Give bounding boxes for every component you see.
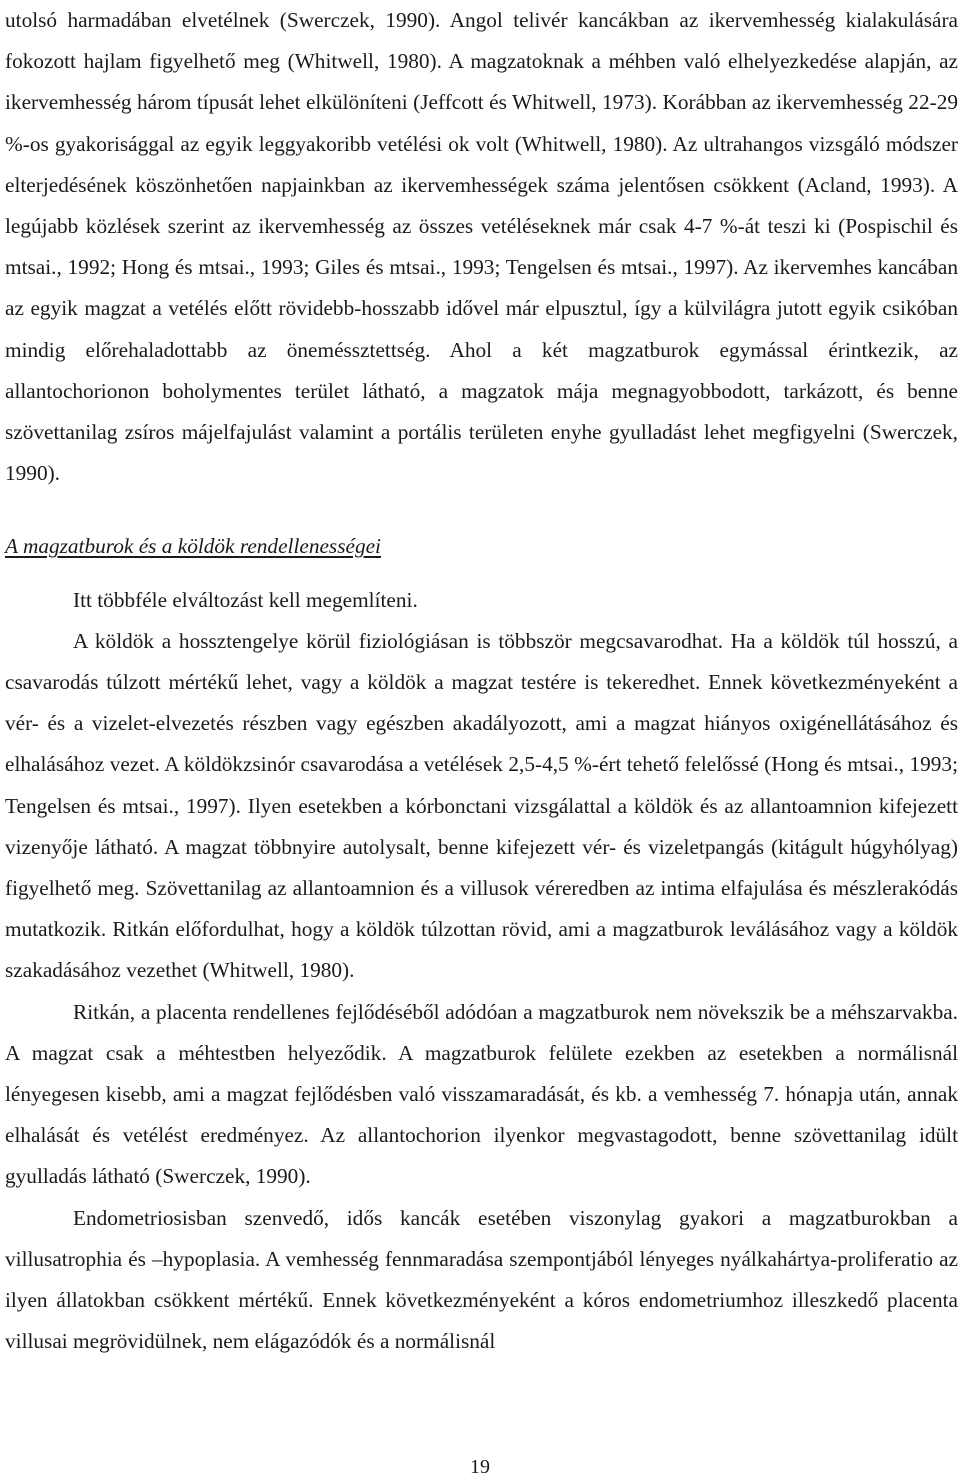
spacer bbox=[5, 568, 958, 580]
paragraph-endometriosis: Endometriosisban szenvedő, idős kancák esetében viszonylag gyakori a magzatburokban a villusatrophia és –hypoplasia. A vemhesség fennmaradása szempontjából lényeges nyálkahártya-proliferatio az ilyen állatokban csökkent mértékű. Ennek következményeként a kóros endometriumhoz illeszkedő placenta villusai megrövidülnek, nem elágazódók és a normálisnál bbox=[5, 1205, 958, 1354]
paragraph-umbilical-cord: A köldök a hossztengelye körül fiziológiásan is többször megcsavarodhat. Ha a köldök túl hosszú, a csavarodás túlzott mértékű lehet, vagy a köldök a magzat testére is tekeredhet. Ennek következményeként a vér- és a vizelet-elvezetés részben vagy egészben akadályozott, ami a magzat hiányos oxigénellátásához és elhalásához vezet. A köldökzsinór csavarodása a vetélések 2,5-4,5 %-ért tehető felelőssé (Hong és mtsai., 1993; Tengelsen és mtsai., 1997). Ilyen esetekben a kórbonctani vizsgálattal a köldök és az allantoamnion kifejezett vizenyője látható. A magzat többnyire autolysalt, benne kifejezett vér- és vizeletpangás (kitágult húgyhólyag) figyelhető meg. Szövettanilag az allantoamnion és a villusok véreredben az intima elfajulása és mészlerakódás mutatkozik. Ritkán előfordulhat, hogy a köldök túlzottan rövid, ami a magzatburok leválásához vagy a köldök szakadásához vezethet (Whitwell, 1980). bbox=[5, 628, 958, 983]
page-number: 19 bbox=[470, 1456, 490, 1478]
paragraph-intro: Itt többféle elváltozást kell megemlíteni. bbox=[73, 587, 418, 612]
page-content bbox=[5, 0, 958, 1363]
paragraph-continuation: utolsó harmadában elvetélnek (Swerczek, 1990). Angol telivér kancákban az ikervemhesség kialakulására fokozott hajlam figyelhető meg (Whitwell, 1980). A magzatoknak a méhben való elhelyezkedése alapján, az ikervemhesség három típusát lehet elkülöníteni (Jeffcott és Whitwell, 1973). Korábban az ikervemhesség 22-29 %-os gyakorisággal az egyik leggyakoribb vetélési ok volt (Whitwell, 1980). Az ultrahangos vizsgáló módszer elterjedésének köszönhetően napjainkban az ikervemhességek száma jelentősen csökkent (Acland, 1993). A legújabb közlések szerint az ikervemhesség az összes vetéléseknek már csak 4-7 %-át teszi ki (Pospischil és mtsai., 1992; Hong és mtsai., 1993; Giles és mtsai., 1993; Tengelsen és mtsai., 1997). Az ikervemhes kancában az egyik magzat a vetélés előtt rövidebb-hosszabb idővel már elpusztul, így a külvilágra jutott egyik csikóban mindig előrehaladottabb az öneméssztettség. Ahol a két magzatburok egymással érintkezik, az allantochorionon boholymentes terület látható, a magzatok mája megnagyobbodott, tarkázott, és benne szövettanilag zsíros májelfajulást valamint a portális területen enyhe gyulladást lehet megfigyelni (Swerczek, 1990). bbox=[5, 8, 958, 486]
spacer bbox=[5, 494, 958, 526]
paragraph-placenta-development: Ritkán, a placenta rendellenes fejlődéséből adódóan a magzatburok nem növekszik be a méhszarvakba. A magzat csak a méhtestben helyeződik. A magzatburok felülete ezekben az esetekben a normálisnál lényegesen kisebb, ami a magzat fejlődésben való visszamaradását, és kb. a vemhesség 7. hónapja után, annak elhalását és vetélést eredményez. Az allantochorion ilyenkor megvastagodott, benne szövettanilag idült gyulladás látható (Swerczek, 1990). bbox=[5, 999, 958, 1189]
section-heading: A magzatburok és a köldök rendellenességei bbox=[5, 534, 381, 559]
